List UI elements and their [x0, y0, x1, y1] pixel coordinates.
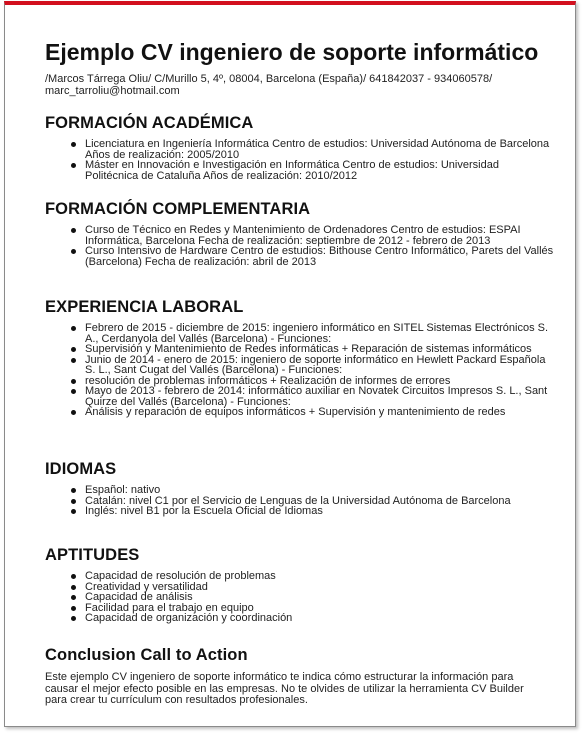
- section-heading: Conclusion Call to Action: [45, 646, 248, 664]
- list-item: Catalán: nivel C1 por el Servicio de Lenguas de la Universidad Autónoma de Barcelona: [85, 496, 555, 507]
- section-conclusion: [45, 645, 555, 707]
- section-formacion-academica: [45, 113, 555, 181]
- list-item: Inglés: nivel B1 por la Escuela Oficial de Idiomas: [85, 506, 555, 517]
- list: [45, 485, 555, 517]
- section-heading: FORMACIÓN COMPLEMENTARIA: [45, 200, 311, 218]
- section-heading: APTITUDES: [45, 546, 140, 564]
- section-experiencia-laboral: [45, 297, 555, 418]
- list-item: Capacidad de análisis: [85, 592, 555, 603]
- list-item: Facilidad para el trabajo en equipo: [85, 603, 555, 614]
- section-heading: FORMACIÓN ACADÉMICA: [45, 114, 254, 132]
- section-aptitudes: [45, 545, 555, 624]
- list-item: resolución de problemas informáticos + Realización de informes de errores: [85, 376, 555, 387]
- list-item: Máster en Innovación e Investigación en Informática Centro de estudios: Universidad Politécnica de Cataluña Años de realización: 2010/2012: [85, 160, 555, 181]
- list-item: Febrero de 2015 - diciembre de 2015: ingeniero informático en SITEL Sistemas Electrónicos S. A., Cerdanyola del Vallés (Barcelona) - Funciones:: [85, 323, 555, 344]
- list: [45, 571, 555, 624]
- list-item: Creatividad y versatilidad: [85, 582, 555, 593]
- list-item: Capacidad de organización y coordinación: [85, 613, 555, 624]
- conclusion-paragraph: Este ejemplo CV ingeniero de soporte informático te indica cómo estructurar la información para causar el mejor efecto posible en las empresas. No te olvides de utilizar la herramienta CV Builder para crear tu currículum con resultados profesionales.: [45, 671, 524, 706]
- contact-info: /Marcos Tárrega Oliu/ C/Murillo 5, 4º, 08004, Barcelona (España)/ 641842037 - 934060578/ marc_tarroliu@hotmail.com: [45, 73, 493, 97]
- list-item: Análisis y reparación de equipos informáticos + Supervisión y mantenimiento de redes: [85, 407, 555, 418]
- list-item: Mayo de 2013 - febrero de 2014: informático auxiliar en Novatek Circuitos Impresos S. L., Sant Quirze del Vallés (Barcelona) - Funciones:: [85, 386, 555, 407]
- section-formacion-complementaria: [45, 199, 555, 267]
- list-item: Capacidad de resolución de problemas: [85, 571, 555, 582]
- section-heading: EXPERIENCIA LABORAL: [45, 298, 244, 316]
- list-item: Supervisión y Mantenimiento de Redes informáticas + Reparación de sistemas informáticos: [85, 344, 555, 355]
- section-idiomas: [45, 459, 555, 517]
- list-item: Curso de Técnico en Redes y Mantenimiento de Ordenadores Centro de estudios: ESPAI Informática, Barcelona Fecha de realización: septiembre de 2012 - febrero de 2013: [85, 225, 555, 246]
- list: [45, 139, 555, 181]
- section-heading: IDIOMAS: [45, 460, 117, 478]
- list: [45, 225, 555, 267]
- list: [45, 323, 555, 418]
- page-title: Ejemplo CV ingeniero de soporte informático: [45, 39, 539, 65]
- list-item: Curso Intensivo de Hardware Centro de estudios: Bithouse Centro Informático, Parets del Vallés (Barcelona) Fecha de realización: abril de 2013: [85, 245, 554, 268]
- list-item: Licenciatura en Ingeniería Informática Centro de estudios: Universidad Autónoma de Barcelona Años de realización: 2005/2010: [85, 139, 555, 160]
- list-item: Español: nativo: [85, 485, 555, 496]
- cv-page: [4, 1, 576, 727]
- list-item: Junio de 2014 - enero de 2015: ingeniero de soporte informático en Hewlett Packard Española S. L., Sant Cugat del Vallés (Barcelona) - Funciones:: [85, 355, 555, 376]
